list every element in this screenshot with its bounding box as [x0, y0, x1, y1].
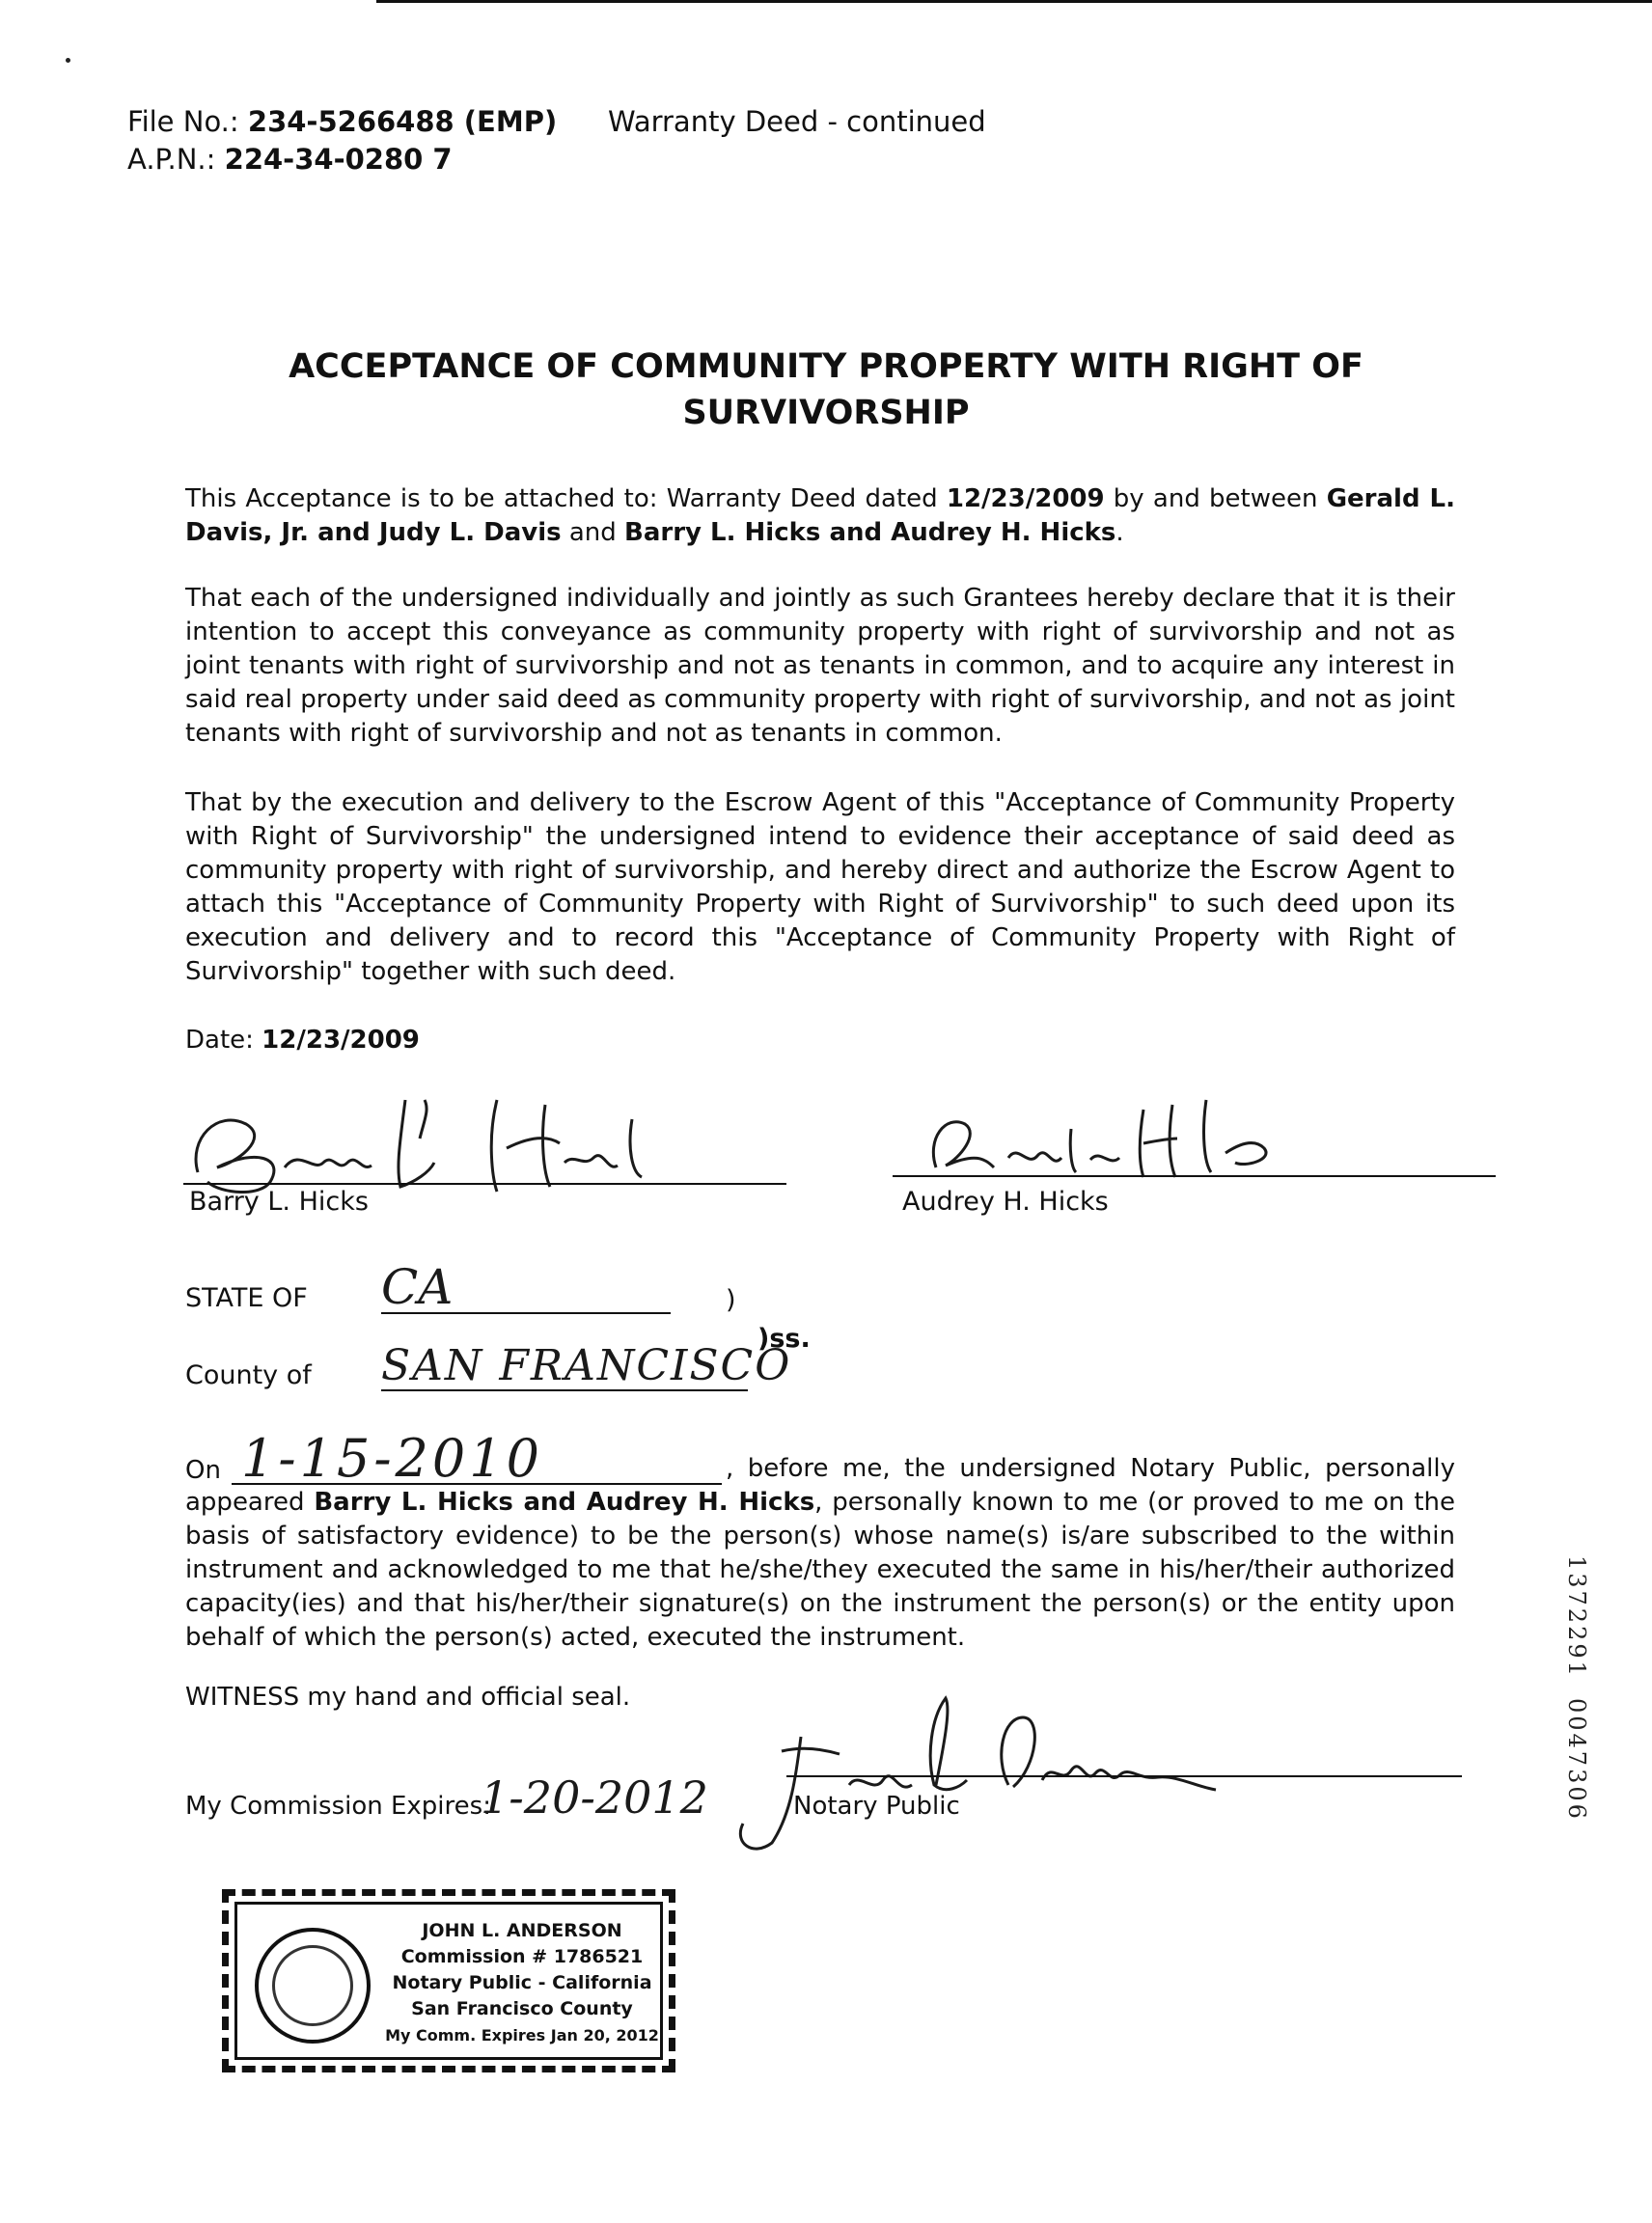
grantor-names: Gerald L. Davis, Jr. and Judy L. Davis: [185, 484, 1455, 547]
county-value: SAN FRANCISCO: [381, 1341, 792, 1390]
recording-number-1: 1372291: [1563, 1555, 1590, 1679]
county-line: [381, 1389, 748, 1391]
apn-number: [127, 142, 453, 178]
signer-name-2: Audrey H. Hicks: [902, 1187, 1109, 1217]
continued-label: Warranty Deed - continued: [608, 105, 986, 138]
top-border-line: [376, 0, 1652, 3]
intro-text-2: by and between: [1104, 484, 1327, 513]
signature-line-2: [893, 1175, 1496, 1177]
acknowledgment-text-1: , before me, the undersigned Notary Public, personally appeared: [185, 1454, 1455, 1517]
commission-label: My Commission Expires:: [185, 1792, 491, 1821]
intro-paragraph: [185, 482, 1455, 550]
california-seal-icon: [255, 1928, 371, 2044]
state-line: [381, 1312, 671, 1314]
signature-line-1: [183, 1183, 786, 1185]
acknowledged-names: Barry L. Hicks and Audrey H. Hicks: [314, 1488, 815, 1517]
notary-stamp-inner-border: [234, 1902, 663, 2060]
scan-speck: [66, 58, 70, 63]
document-title: ACCEPTANCE OF COMMUNITY PROPERTY WITH RIGHT OF SURVIVORSHIP: [289, 347, 1363, 432]
file-number: [127, 104, 557, 140]
grantee-names: Barry L. Hicks and Audrey H. Hicks: [624, 518, 1116, 547]
notary-stamp-text: [382, 1918, 662, 2048]
date-value: 12/23/2009: [262, 1026, 420, 1055]
escrow-paragraph: That by the execution and delivery to the Escrow Agent of this "Acceptance of Community Property with Right of Survivorship" the undersigned intend to evidence their acceptance of said deed as community property with right of survivorship, and hereby direct and authorize the Escrow Agent to attach this "Acceptance of Community Property with Right of Survivorship" to such deed upon its execution and delivery and to record this "Acceptance of Community Property with Right of Survivorship" together with such deed.: [185, 788, 1455, 986]
ss-label: )ss.: [757, 1324, 811, 1354]
notary-public-label: Notary Public: [793, 1792, 960, 1821]
recording-number-2: 0047306: [1563, 1698, 1590, 1822]
acknowledgment-paragraph: [185, 1452, 1455, 1655]
file-number-label: File No.:: [127, 105, 239, 138]
declaration-paragraph: That each of the undersigned individually and jointly as such Grantees hereby declare that it is their intention to accept this conveyance as community property with right of survivorship and not as joint tenants with right of survivorship and not as tenants in common, and to acquire any interest in said real property under said deed as community property with right of survivorship, and not as joint tenants with right of survivorship and not as tenants in common.: [185, 584, 1455, 748]
stamp-line-4: San Francisco County: [411, 1998, 633, 2019]
notary-stamp: [222, 1889, 675, 2072]
file-number-value: 234-5266488 (EMP): [247, 105, 558, 138]
acknowledgment-date: 1-15-2010: [241, 1428, 543, 1489]
deed-date: 12/23/2009: [946, 484, 1105, 513]
stamp-line-1: JOHN L. ANDERSON: [422, 1920, 622, 1941]
intro-text-1: This Acceptance is to be attached to: Warranty Deed dated: [185, 484, 947, 513]
date-label: Date:: [185, 1026, 262, 1055]
audrey-hicks-signature: [917, 1081, 1322, 1196]
apn-value: 224-34-0280 7: [224, 143, 453, 176]
stamp-line-2: Commission # 1786521: [400, 1946, 644, 1967]
stamp-line-3: Notary Public - California: [392, 1972, 652, 1993]
on-label: On: [185, 1456, 221, 1485]
intro-text-3: and: [561, 518, 625, 547]
state-label: STATE OF: [185, 1283, 308, 1313]
date-line: [185, 1024, 1455, 1057]
acknowledgment-text-2: , personally known to me (or proved to me on the basis of satisfactory evidence) to be the person(s) whose name(s) is/are subscribed to the within instrument and acknowledged to me that he/she/they executed the same in his/her/their authorized capacity(ies) and that his/her/their signature(s) on the instrument the person(s) or the entity upon behalf of which the person(s) acted, executed the instrument.: [185, 1488, 1455, 1652]
commission-date: 1-20-2012: [481, 1771, 708, 1824]
intro-text-4: .: [1115, 518, 1124, 547]
signer-name-1: Barry L. Hicks: [189, 1187, 369, 1217]
notary-signature-line: [786, 1775, 1462, 1777]
witness-line: WITNESS my hand and official seal.: [185, 1683, 631, 1712]
venue-paren: ): [726, 1285, 736, 1315]
state-value: CA: [381, 1259, 454, 1315]
notary-signature: [714, 1679, 1254, 1862]
apn-label: A.P.N.:: [127, 143, 216, 176]
county-label: County of: [185, 1360, 312, 1390]
stamp-line-5: My Comm. Expires Jan 20, 2012: [385, 2026, 659, 2045]
